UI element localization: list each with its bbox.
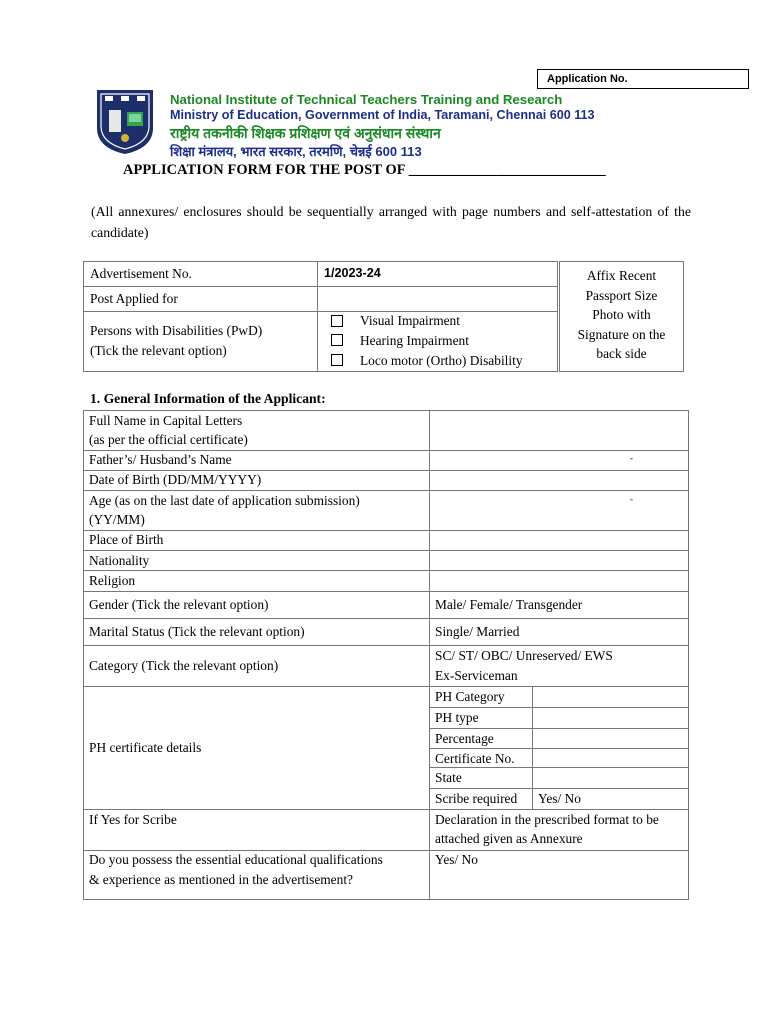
nationality-label: Nationality [89, 553, 150, 568]
gender-label: Gender (Tick the relevant option) [89, 597, 269, 612]
hearing-impairment-checkbox[interactable] [331, 334, 343, 346]
scribe-required-label: Scribe required [435, 791, 518, 806]
certificate-no-label: Certificate No. [435, 751, 515, 766]
qualification-label-1: Do you possess the essential educational qualifications [89, 852, 383, 867]
declaration-line-1: Declaration in the prescribed format to be [435, 812, 659, 827]
marital-label: Marital Status (Tick the relevant option) [89, 624, 305, 639]
pwd-label [83, 311, 318, 372]
photo-line1: Affix Recent [586, 268, 657, 283]
gender-options[interactable]: Male/ Female/ Transgender [435, 597, 583, 612]
advertisement-label: Advertisement No. [83, 261, 318, 287]
institute-logo [95, 88, 155, 156]
form-title: APPLICATION FORM FOR THE POST OF ___________________________ [123, 162, 606, 178]
hearing-impairment-label: Hearing Impairment [360, 333, 469, 348]
application-no-box[interactable]: Application No. [537, 69, 749, 89]
age-dash: - [630, 494, 633, 504]
instruction-note: (All annexures/ enclosures should be sequentially arranged with page numbers and self-attestation of the candidate) [91, 204, 691, 240]
qualification-options[interactable]: Yes/ No [435, 852, 478, 867]
birth-place-label: Place of Birth [89, 532, 164, 547]
if-scribe-label: If Yes for Scribe [89, 812, 177, 827]
visual-impairment-checkbox[interactable] [331, 315, 343, 327]
state-label: State [435, 770, 462, 785]
declaration-line-2: attached given as Annexure [435, 831, 583, 846]
photo-line5: back side [596, 346, 647, 361]
locomotor-disability-label: Loco motor (Ortho) Disability [360, 353, 523, 368]
category-options-1[interactable]: SC/ ST/ OBC/ Unreserved/ EWS [435, 648, 613, 663]
ph-type-label: PH type [435, 710, 479, 725]
qualification-label-2: & experience as mentioned in the advertisement? [89, 872, 353, 887]
pwd-label-line1: Persons with Disabilities (PwD) [90, 323, 263, 338]
ministry-line: Ministry of Education, Government of India, Taramani, Chennai 600 113 [170, 108, 595, 122]
father-dash: - [630, 453, 633, 463]
religion-label: Religion [89, 573, 136, 588]
section-heading: 1. General Information of the Applicant: [90, 391, 326, 406]
visual-impairment-label: Visual Impairment [360, 313, 460, 328]
institute-name-hindi: राष्ट्रीय तकनीकी शिक्षक प्रशिक्षण एवं अनुसंधान संस्थान [170, 125, 441, 141]
institute-name: National Institute of Technical Teachers Training and Research [170, 92, 563, 107]
father-husband-label: Father’s/ Husband’s Name [89, 452, 232, 467]
ph-category-label: PH Category [435, 689, 505, 704]
photo-line3: Photo with [592, 307, 651, 322]
percentage-label: Percentage [435, 731, 494, 746]
category-label: Category (Tick the relevant option) [89, 658, 279, 673]
locomotor-disability-checkbox[interactable] [331, 354, 343, 366]
ministry-line-hindi: शिक्षा मंत्रालय, भारत सरकार, तरमणि, चेन्नई 600 113 [170, 144, 422, 159]
photo-line4: Signature on the [577, 326, 666, 342]
full-name-label-2: (as per the official certificate) [89, 432, 248, 447]
photo-line2: Passport Size [585, 287, 658, 303]
advertisement-value[interactable]: 1/2023-24 [317, 261, 558, 287]
ph-details-label: PH certificate details [89, 740, 202, 755]
dob-label: Date of Birth (DD/MM/YYYY) [89, 472, 262, 487]
photo-box [559, 261, 684, 372]
post-applied-label: Post Applied for [83, 286, 318, 312]
category-options-2[interactable]: Ex-Serviceman [435, 668, 518, 683]
marital-options[interactable]: Single/ Married [435, 624, 520, 639]
full-name-label-1: Full Name in Capital Letters [89, 413, 243, 428]
scribe-options[interactable]: Yes/ No [538, 791, 581, 806]
age-label-2: (YY/MM) [89, 512, 145, 527]
pwd-label-line2: (Tick the relevant option) [90, 342, 227, 358]
age-label-1: Age (as on the last date of application submission) [89, 493, 360, 508]
post-applied-field[interactable] [317, 286, 558, 312]
